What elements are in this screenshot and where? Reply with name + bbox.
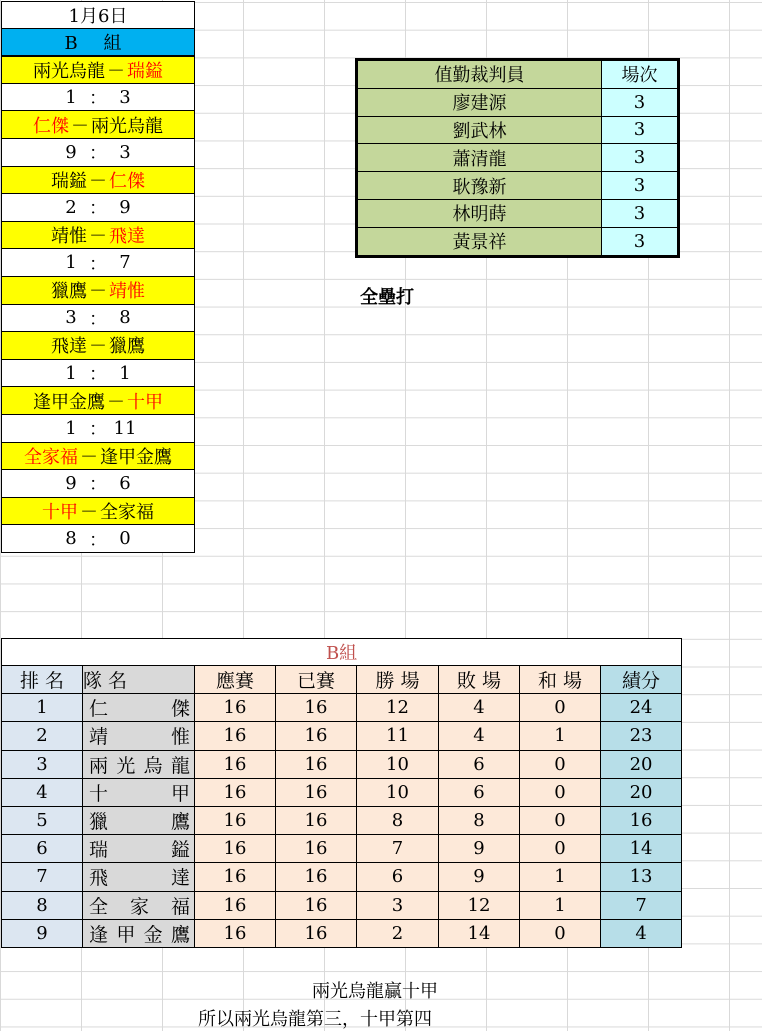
match-separator: －: [89, 226, 107, 248]
draws-cell[interactable]: 1: [520, 891, 601, 919]
match-home-team: 靖惟: [51, 226, 87, 248]
match-4-score[interactable]: [1, 249, 195, 277]
match-away-team: 獵鷹: [109, 336, 145, 358]
draws-cell[interactable]: 1: [520, 722, 601, 750]
referee-name[interactable]: 林明蒔: [358, 199, 602, 227]
standings-header-cell[interactable]: 敗 場: [439, 666, 520, 694]
team-cell[interactable]: [83, 806, 195, 834]
draws-cell[interactable]: 1: [520, 863, 601, 891]
team-name: [83, 751, 194, 778]
wins-cell[interactable]: 7: [357, 835, 439, 863]
team-cell[interactable]: [83, 722, 195, 750]
standings-header-cell[interactable]: 績分: [601, 666, 682, 694]
losses-cell[interactable]: 14: [439, 919, 520, 947]
referee-count[interactable]: 3: [602, 172, 678, 200]
team-cell[interactable]: [83, 835, 195, 863]
team-name-char: 靖: [89, 726, 109, 749]
rank-cell[interactable]: 7: [2, 863, 83, 891]
wins-cell[interactable]: 6: [357, 863, 439, 891]
match-3-score[interactable]: [1, 194, 195, 222]
standings-row: [2, 750, 682, 778]
score-colon: ：: [89, 364, 107, 386]
standings-title-row: [2, 639, 682, 666]
team-name-char: 甲: [116, 923, 136, 946]
home-score: 1: [65, 417, 77, 439]
games-played-cell[interactable]: 16: [276, 835, 357, 863]
referee-row: [358, 199, 678, 227]
away-score: 0: [119, 528, 131, 550]
referee-count[interactable]: 3: [602, 88, 678, 116]
match-separator: －: [107, 391, 125, 413]
rank-cell[interactable]: 9: [2, 919, 83, 947]
standings-row: [2, 722, 682, 750]
match-2-score[interactable]: [1, 139, 195, 167]
home-score: 9: [65, 141, 77, 163]
games-played-cell[interactable]: 16: [276, 694, 357, 722]
draws-cell[interactable]: 0: [520, 919, 601, 947]
home-score: 1: [65, 362, 77, 384]
referee-name[interactable]: 蕭清龍: [358, 144, 602, 172]
points-cell[interactable]: 23: [601, 722, 682, 750]
team-name-char: 烏: [143, 754, 163, 777]
team-name-char: 福: [170, 895, 190, 918]
match-separator: －: [80, 446, 98, 468]
games-played-cell[interactable]: 16: [276, 863, 357, 891]
match-7-teams[interactable]: [1, 387, 195, 415]
team-name-char: 甲: [170, 782, 190, 805]
match-separator: －: [89, 336, 107, 358]
games-played-cell[interactable]: 16: [276, 806, 357, 834]
team-cell[interactable]: [83, 694, 195, 722]
team-name-char: 金: [143, 923, 163, 946]
match-5-teams[interactable]: [1, 277, 195, 305]
referee-name[interactable]: 劉武林: [358, 116, 602, 144]
rank-cell[interactable]: 2: [2, 722, 83, 750]
match-8-score[interactable]: [1, 470, 195, 498]
standings-table: [1, 638, 681, 948]
away-score: 6: [119, 472, 131, 494]
standings-row: [2, 891, 682, 919]
games-due-cell[interactable]: 16: [195, 835, 276, 863]
match-3-teams[interactable]: [1, 167, 195, 195]
score-colon: ：: [89, 88, 107, 110]
points-cell[interactable]: 4: [601, 919, 682, 947]
team-name: [83, 807, 194, 834]
match-1-teams[interactable]: [1, 56, 195, 84]
match-5-score[interactable]: [1, 305, 195, 333]
team-name-char: 鷹: [170, 811, 190, 834]
match-6-score[interactable]: [1, 360, 195, 388]
points-cell[interactable]: 20: [601, 750, 682, 778]
standings-header-cell[interactable]: 應賽: [195, 666, 276, 694]
rank-cell[interactable]: 6: [2, 835, 83, 863]
losses-cell[interactable]: 12: [439, 891, 520, 919]
score-colon: ：: [89, 143, 107, 165]
games-played-cell[interactable]: 16: [276, 778, 357, 806]
team-name-char: 仁: [89, 698, 109, 721]
points-cell[interactable]: 20: [601, 778, 682, 806]
team-name: [83, 835, 194, 862]
team-name: [83, 920, 194, 947]
referee-header-row: [358, 61, 678, 89]
wins-cell[interactable]: 8: [357, 806, 439, 834]
team-name-char: 傑: [170, 698, 190, 721]
team-cell[interactable]: [83, 750, 195, 778]
standings-header-row: [2, 666, 682, 694]
score-colon: ：: [89, 198, 107, 220]
match-separator: －: [71, 115, 89, 137]
losses-cell[interactable]: 8: [439, 806, 520, 834]
standings-row: [2, 694, 682, 722]
match-away-team: 十甲: [127, 391, 163, 413]
match-6-teams[interactable]: [1, 332, 195, 360]
games-due-cell[interactable]: 16: [195, 863, 276, 891]
match-away-team: 仁傑: [109, 170, 145, 192]
wins-cell[interactable]: 2: [357, 919, 439, 947]
score-colon: ：: [89, 253, 107, 275]
losses-cell[interactable]: 9: [439, 835, 520, 863]
match-away-team: 全家福: [100, 501, 154, 523]
losses-cell[interactable]: 4: [439, 722, 520, 750]
standings-header-cell[interactable]: 已賽: [276, 666, 357, 694]
home-score: 8: [65, 528, 77, 550]
match-1-score[interactable]: [1, 84, 195, 112]
games-played-cell[interactable]: 16: [276, 750, 357, 778]
team-name: [83, 722, 194, 749]
wins-cell[interactable]: 12: [357, 694, 439, 722]
match-home-team: 仁傑: [33, 115, 69, 137]
match-8-teams[interactable]: [1, 443, 195, 471]
match-home-team: 獵鷹: [51, 281, 87, 303]
team-name-char: 獵: [89, 811, 109, 834]
match-home-team: 兩光烏龍: [33, 60, 105, 82]
match-home-team: 飛達: [51, 336, 87, 358]
referee-count[interactable]: 3: [602, 199, 678, 227]
home-score: 9: [65, 472, 77, 494]
home-run-note[interactable]: 全壘打: [360, 287, 414, 308]
match-4-teams[interactable]: [1, 222, 195, 250]
wins-cell[interactable]: 3: [357, 891, 439, 919]
draws-cell[interactable]: 0: [520, 750, 601, 778]
match-home-team: 逢甲金鷹: [33, 391, 105, 413]
standings-row: [2, 863, 682, 891]
match-away-team: 逢甲金鷹: [100, 446, 172, 468]
rank-cell[interactable]: 8: [2, 891, 83, 919]
points-cell[interactable]: 16: [601, 806, 682, 834]
team-name-char: 十: [89, 782, 109, 805]
referee-row: [358, 227, 678, 255]
referee-row: [358, 172, 678, 200]
match-9-teams[interactable]: [1, 498, 195, 526]
standings-row: [2, 835, 682, 863]
referee-count[interactable]: 3: [602, 116, 678, 144]
games-due-cell[interactable]: 16: [195, 891, 276, 919]
match-separator: －: [89, 170, 107, 192]
referee-name[interactable]: 廖建源: [358, 88, 602, 116]
team-name-char: 飛: [89, 867, 109, 890]
match-9-score[interactable]: [1, 525, 195, 553]
match-separator: －: [107, 60, 125, 82]
team-cell[interactable]: [83, 919, 195, 947]
standings-header-cell[interactable]: 排 名: [2, 666, 83, 694]
team-name: [83, 892, 194, 919]
team-name-char: 家: [129, 895, 149, 918]
match-away-team: 飛達: [109, 226, 145, 248]
games-due-cell[interactable]: 16: [195, 806, 276, 834]
score-colon: ：: [89, 419, 107, 441]
home-score: 1: [65, 252, 77, 274]
losses-cell[interactable]: 6: [439, 750, 520, 778]
team-name: [83, 779, 194, 806]
match-home-team: 十甲: [42, 501, 78, 523]
rank-cell[interactable]: 3: [2, 750, 83, 778]
schedule-group[interactable]: B 組: [1, 29, 195, 57]
team-name: [83, 694, 194, 721]
referee-name[interactable]: 耿豫新: [358, 172, 602, 200]
team-name-char: 兩: [89, 754, 109, 777]
standings-header-cell[interactable]: 勝 場: [357, 666, 439, 694]
schedule-date[interactable]: 1月6日: [1, 1, 195, 29]
losses-cell[interactable]: 9: [439, 863, 520, 891]
rank-cell[interactable]: 4: [2, 778, 83, 806]
team-name: [83, 863, 194, 890]
referee-name-header[interactable]: 值勤裁判員: [358, 61, 602, 89]
standings-row: [2, 919, 682, 947]
games-due-cell[interactable]: 16: [195, 694, 276, 722]
standings-header-cell[interactable]: 隊 名: [83, 666, 195, 694]
points-cell[interactable]: 7: [601, 891, 682, 919]
away-score: 3: [119, 141, 131, 163]
losses-cell[interactable]: 4: [439, 694, 520, 722]
referee-count[interactable]: 3: [602, 144, 678, 172]
score-colon: ：: [89, 308, 107, 330]
home-score: 2: [65, 196, 77, 218]
draws-cell[interactable]: 0: [520, 694, 601, 722]
match-home-team: 全家福: [24, 446, 78, 468]
rank-cell[interactable]: 1: [2, 694, 83, 722]
points-cell[interactable]: 13: [601, 863, 682, 891]
referee-row: [358, 116, 678, 144]
referee-count[interactable]: 3: [602, 227, 678, 255]
games-due-cell[interactable]: 16: [195, 722, 276, 750]
wins-cell[interactable]: 10: [357, 750, 439, 778]
referee-name[interactable]: 黃景祥: [358, 227, 602, 255]
points-cell[interactable]: 14: [601, 835, 682, 863]
standings-title[interactable]: B組: [2, 639, 682, 666]
referee-row: [358, 88, 678, 116]
draws-cell[interactable]: 0: [520, 778, 601, 806]
standings-row: [2, 806, 682, 834]
rank-cell[interactable]: 5: [2, 806, 83, 834]
home-score: 1: [65, 86, 77, 108]
standings-header-cell[interactable]: 和 場: [520, 666, 601, 694]
match-2-teams[interactable]: [1, 111, 195, 139]
score-colon: ：: [89, 529, 107, 551]
match-separator: －: [80, 501, 98, 523]
team-cell[interactable]: [83, 891, 195, 919]
away-score: 7: [119, 252, 131, 274]
games-due-cell[interactable]: 16: [195, 778, 276, 806]
away-score: 1: [119, 362, 131, 384]
referee-row: [358, 144, 678, 172]
match-7-score[interactable]: [1, 415, 195, 443]
match-away-team: 瑞鎰: [127, 60, 163, 82]
games-due-cell[interactable]: 16: [195, 919, 276, 947]
away-score: 3: [119, 86, 131, 108]
referee-count-header[interactable]: 場次: [602, 61, 678, 89]
losses-cell[interactable]: 6: [439, 778, 520, 806]
standings-row: [2, 778, 682, 806]
away-score: 8: [119, 307, 131, 329]
team-cell[interactable]: [83, 778, 195, 806]
match-separator: －: [89, 281, 107, 303]
games-played-cell[interactable]: 16: [276, 891, 357, 919]
away-score: 11: [113, 417, 137, 439]
team-name-char: 光: [116, 754, 136, 777]
games-due-cell[interactable]: 16: [195, 750, 276, 778]
home-score: 3: [65, 307, 77, 329]
team-name-char: 逢: [89, 923, 109, 946]
draws-cell[interactable]: 0: [520, 806, 601, 834]
match-home-team: 瑞鎰: [51, 170, 87, 192]
score-colon: ：: [89, 474, 107, 496]
team-name-char: 惟: [170, 726, 190, 749]
footer-line-2[interactable]: 所以兩光烏龍第三，十甲第四: [198, 1009, 432, 1030]
draws-cell[interactable]: 0: [520, 835, 601, 863]
games-played-cell[interactable]: 16: [276, 722, 357, 750]
match-schedule: [1, 1, 195, 553]
team-name-char: 龍: [170, 754, 190, 777]
team-name-char: 鎰: [170, 839, 190, 862]
points-cell[interactable]: 24: [601, 694, 682, 722]
match-away-team: 兩光烏龍: [91, 115, 163, 137]
referee-table: [355, 58, 680, 258]
team-name-char: 達: [170, 867, 190, 890]
match-away-team: 靖惟: [109, 281, 145, 303]
games-played-cell[interactable]: 16: [276, 919, 357, 947]
team-name-char: 瑞: [89, 839, 109, 862]
wins-cell[interactable]: 10: [357, 778, 439, 806]
footer-line-1[interactable]: 兩光烏龍贏十甲: [312, 981, 438, 1002]
team-name-char: 鷹: [170, 923, 190, 946]
wins-cell[interactable]: 11: [357, 722, 439, 750]
away-score: 9: [119, 196, 131, 218]
team-name-char: 全: [89, 895, 109, 918]
team-cell[interactable]: [83, 863, 195, 891]
